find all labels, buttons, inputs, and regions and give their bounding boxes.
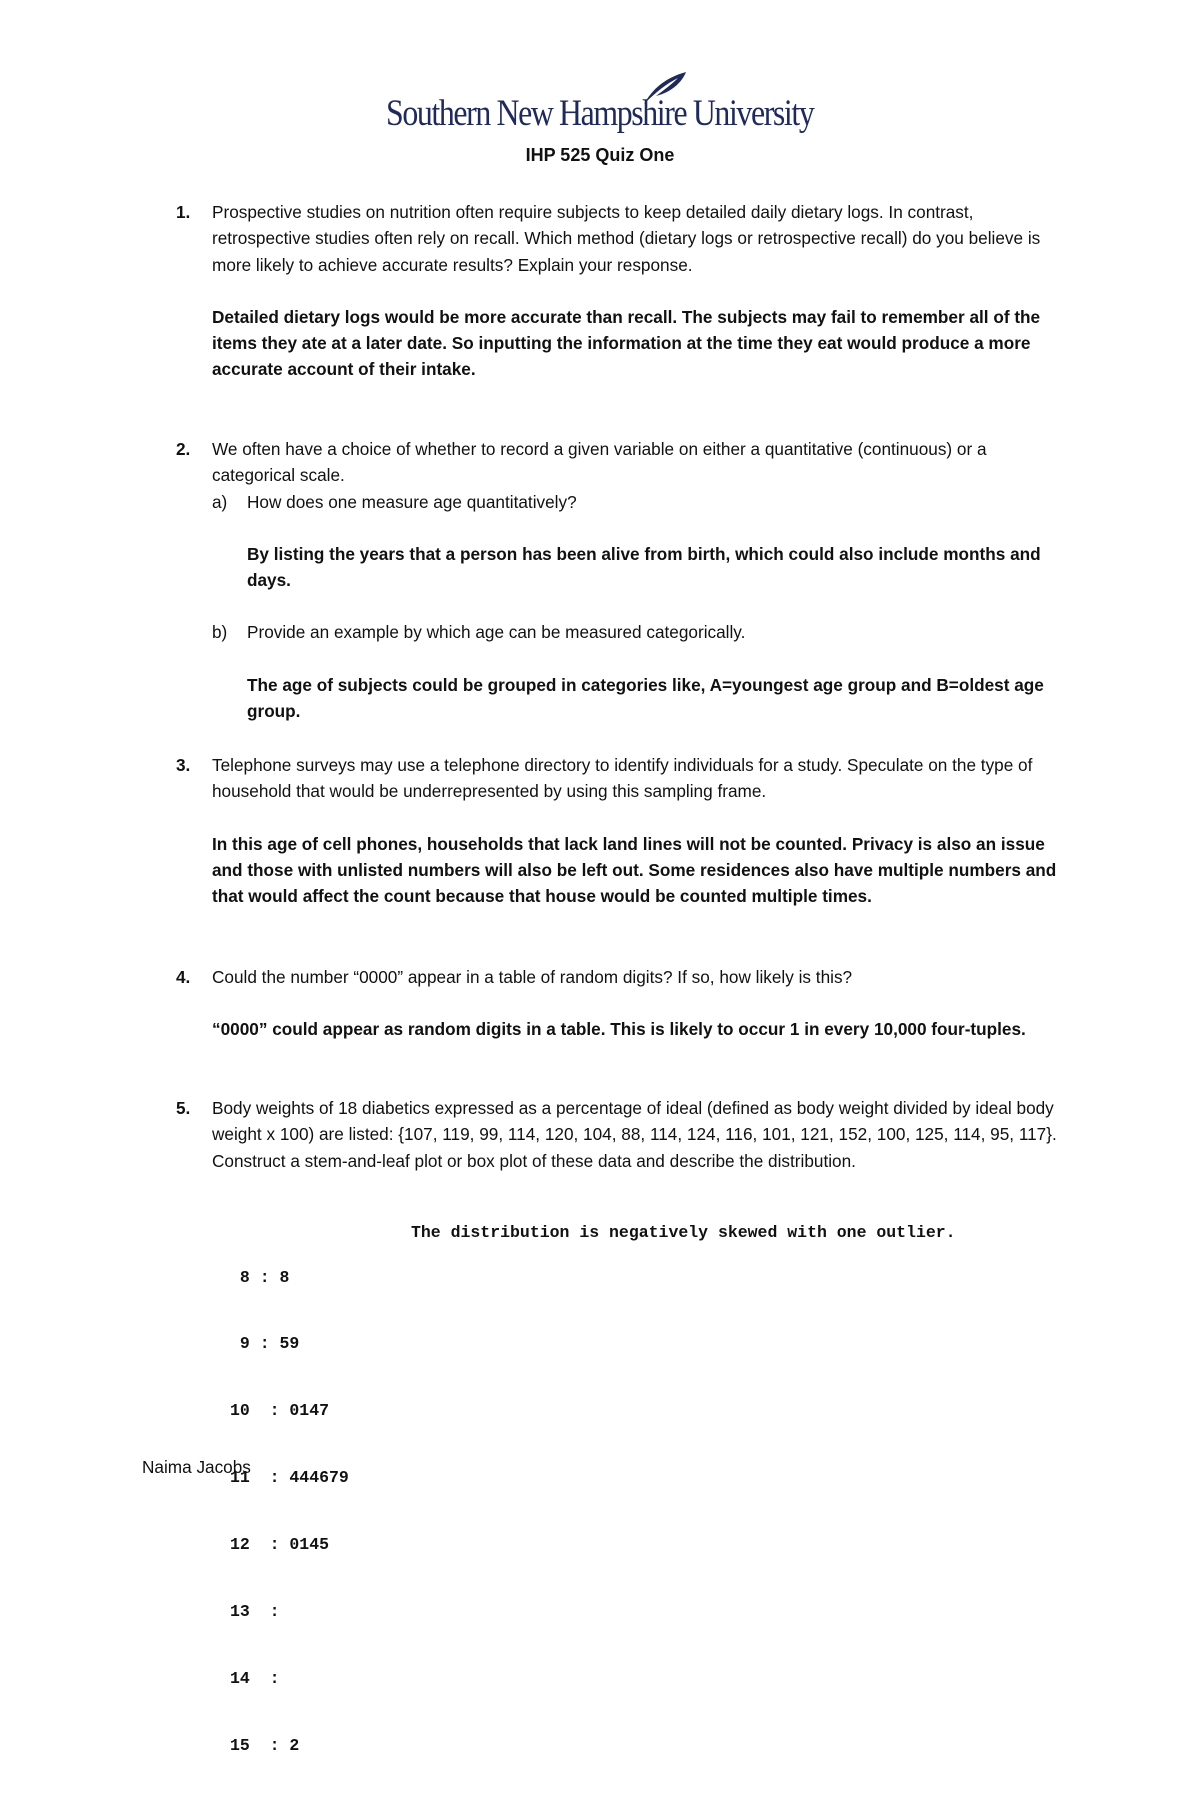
question-part-b [212,619,1062,724]
question-number: 2. [176,439,191,459]
question-number: 3. [176,755,191,775]
stem-row: 9 : 59 [230,1334,300,1354]
question-number: 4. [176,967,191,987]
part-letter: b) [212,622,228,643]
part-letter: a) [212,491,228,512]
logo-text: Southern New Hampshire University [386,93,814,134]
university-logo [386,70,826,140]
stem-row: 12 : 0145 [230,1535,330,1555]
question-part-a [212,489,1062,594]
question-prompt: Prospective studies on nutrition often require subjects to keep detailed daily dietary logs. In contrast, retrospective studies often rely on recall. Which method (dietary logs or retrospective recall) do you believe is more likely to achieve accurate results? Explain your response. [212,202,1041,275]
question-prompt: Body weights of 18 diabetics expressed as a percentage of ideal (defined as body weight divided by ideal body weight x 100) are listed: {107, 119, 99, 114, 120, 104, 88, 114, 124, 116, 101, 121, 152, 100, 125, 114, 95, 117}. Construct a stem-and-leaf plot or box plot of these data and describe the distribution. [212,1098,1057,1171]
stem-row: 14 : [230,1668,280,1688]
question-answer: Detailed dietary logs would be more accurate than recall. The subjects may fail to remember all of the items they ate at a later date. So inputting the information at the time they eat would produce a more accurate account of their intake. [212,306,1041,380]
part-answer: By listing the years that a person has been alive from birth, which could also include months and days. [247,543,1041,591]
page-title: IHP 525 Quiz One [525,145,675,165]
question-prompt: We often have a choice of whether to record a given variable on either a quantitative (continuous) or a categorical scale. [212,439,987,486]
stem-row: 15 : 2 [230,1735,300,1755]
question-prompt: Could the number “0000” appear in a table of random digits? If so, how likely is this? [212,967,853,987]
author-footer: Naima Jacobs [142,1457,251,1477]
question-4 [176,964,1062,1043]
question-answer: In this age of cell phones, households that lack land lines will not be counted. Privacy is also an issue and those with unlisted numbers will also be left out. Some residences also have multiple numbers and that would affect the count because that house would be counted multiple times. [212,833,1057,907]
part-answer: The age of subjects could be grouped in categories like, A=youngest age group and B=oldest age group. [247,674,1044,722]
question-number: 5. [176,1098,191,1118]
stem-row: 13 : [230,1602,280,1622]
question-number: 1. [176,202,191,222]
stem-row: 11 : 444679 [230,1468,349,1488]
question-prompt: Telephone surveys may use a telephone directory to identify individuals for a study. Speculate on the type of household that would be underrepresented by using this sampling frame. [212,755,1033,802]
stem-and-leaf-plot [230,1222,349,1802]
quill-leaf-icon [642,70,688,106]
stem-row: 10 : 0147 [230,1401,330,1421]
question-2 [176,436,1062,724]
part-prompt: Provide an example by which age can be measured categorically. [247,622,746,643]
distribution-answer: The distribution is negatively skewed with one outlier. [411,1223,956,1242]
question-3 [176,752,1062,909]
question-1 [176,199,1062,383]
question-5 [176,1095,1062,1174]
stem-row: 8 : 8 [230,1267,290,1287]
part-prompt: How does one measure age quantitatively? [247,491,577,512]
question-answer: “0000” could appear as random digits in a table. This is likely to occur 1 in every 10,000 four-tuples. [212,1019,1026,1040]
